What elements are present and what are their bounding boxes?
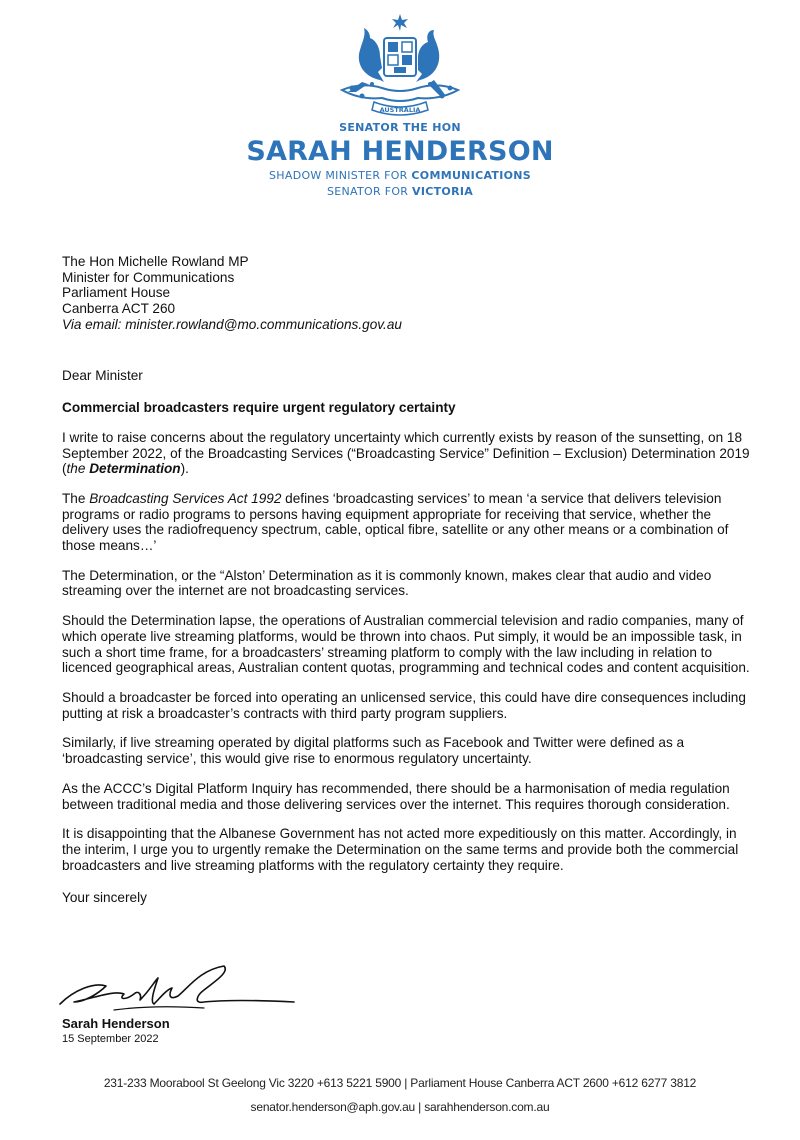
closing: Your sincerely xyxy=(62,890,147,906)
paragraph-3: The Determination, or the “Alston’ Determination as it is commonly known, makes clear that audio and video streaming over the internet are not broadcasting services. xyxy=(62,567,712,599)
recipient-address-line2: Canberra ACT 260 xyxy=(62,301,176,317)
footer-addresses: 231-233 Moorabool St Geelong Vic 3220 +613 5221 5900 | Parliament House Canberra ACT 2600 +612 6277 3812 xyxy=(103,1076,697,1090)
recipient-name: The Hon Michelle Rowland MP xyxy=(62,254,249,269)
state-name: VICTORIA xyxy=(412,185,474,198)
portfolio-name: COMMUNICATIONS xyxy=(411,169,531,182)
subject-line: Commercial broadcasters require urgent regulatory certainty xyxy=(62,400,456,416)
recipient-email: Via email: minister.rowland@mo.communications.gov.au xyxy=(62,316,402,332)
paragraph-1 xyxy=(62,430,752,477)
letterhead-portfolio xyxy=(0,168,800,184)
paragraph-1-the: the xyxy=(66,461,90,477)
paragraph-7: As the ACCC’s Digital Platform Inquiry has recommended, there should be a harmonisation of media regulation between traditional media and those delivering services over the internet. This requires thorough consideration. xyxy=(62,780,730,812)
paragraph-1-determination: Determination xyxy=(89,461,181,477)
letter-date: 15 September 2022 xyxy=(62,1033,159,1045)
paragraph-4: Should the Determination lapse, the operations of Australian commercial television and radio companies, many of which operate live streaming platforms, would be thrown into chaos. Put simply, it would be an impossible task, in such a short time frame, for a broadcasters’ streaming platform to comply with the law including in relation to licenced geographical areas, Australian content quotas, programming and technical codes and content acquisition. xyxy=(62,613,750,676)
paragraph-8: It is disappointing that the Albanese Government has not acted more expeditiously on this matter. Accordingly, in the interim, I urge you to urgently remake the Determination on the same terms and provide both the commercial broadcasters and live streaming platforms with the regulatory certainty they require. xyxy=(62,826,739,873)
footer-contacts: senator.henderson@aph.gov.au | sarahhenderson.com.au xyxy=(250,1100,550,1114)
salutation: Dear Minister xyxy=(62,368,143,384)
recipient-address-line1: Parliament House xyxy=(62,285,171,301)
paragraph-5: Should a broadcaster be forced into operating an unlicensed service, this could have dire consequences including putting at risk a broadcaster’s contracts with third party program suppliers. xyxy=(62,689,746,721)
letter-body xyxy=(62,254,752,906)
letterhead-state xyxy=(0,184,800,200)
paragraph-1-end: ). xyxy=(180,461,189,477)
state-prefix: SENATOR FOR xyxy=(326,185,413,198)
signer-name: Sarah Henderson xyxy=(62,1016,170,1031)
paragraph-1-text: I write to raise concerns about the regulatory uncertainty which currently exists by reason of the sunsetting, on 18 September 2022, of the Broadcasting Services (“Broadcasting Service” Definition – Exclusion) Determination 2019 ( xyxy=(62,429,750,477)
paragraph-2-text: defines ‘broadcasting services’ to mean ‘a service that delivers television programs or radio programs to persons having equipment appropriate for receiving that service, whether the delivery uses the radiofrequency spectrum, cable, optical fibre, satellite or any other means or a combination of those means…’ xyxy=(62,490,729,554)
coat-of-arms-crest xyxy=(322,10,478,122)
letterhead xyxy=(0,120,800,200)
paragraph-2-act-title: Broadcasting Services Act 1992 xyxy=(89,490,282,506)
paragraph-2-start: The xyxy=(62,490,90,506)
paragraph-6: Similarly, if live streaming operated by digital platforms such as Facebook and Twitter were defined as a ‘broadcasting service’, this would give rise to enormous regulatory uncertainty. xyxy=(62,735,685,767)
paragraph-2 xyxy=(62,491,752,554)
recipient-title: Minister for Communications xyxy=(62,269,235,285)
letterhead-title: SENATOR THE HON xyxy=(339,121,461,134)
recipient-address xyxy=(62,254,752,332)
handwritten-signature xyxy=(54,960,304,1016)
letterhead-name: SARAH HENDERSON xyxy=(246,136,554,167)
svg-text:AUSTRALIA: AUSTRALIA xyxy=(379,106,421,114)
portfolio-prefix: SHADOW MINISTER FOR xyxy=(269,169,412,182)
